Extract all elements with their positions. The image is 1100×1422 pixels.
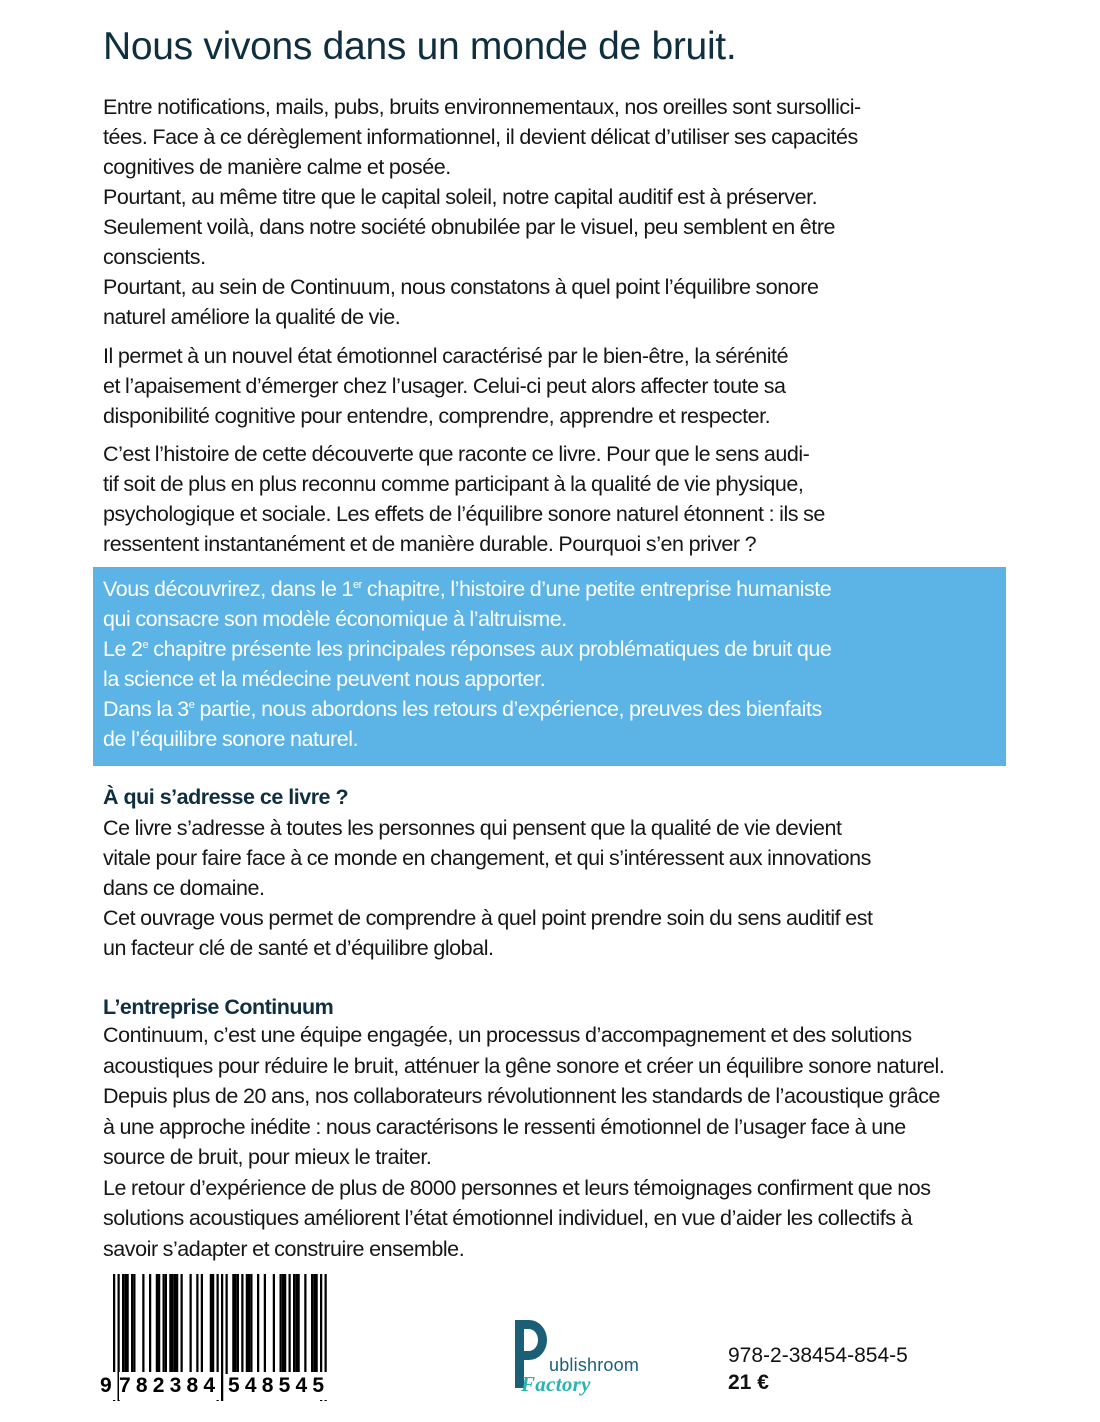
barcode-bar xyxy=(264,1274,266,1374)
chapters-text xyxy=(103,574,995,754)
barcode-bar xyxy=(293,1274,295,1374)
text-line: solutions acoustiques améliorent l’état émotionnel individuel, en vue d’aider les collectifs à xyxy=(103,1206,913,1230)
barcode-bar xyxy=(284,1274,286,1374)
text-line: et l’apaisement d’émerger chez l’usager. Celui-ci peut alors affecter toute sa xyxy=(103,374,786,398)
text-fragment: Le 2 xyxy=(103,637,143,661)
publisher-logo xyxy=(513,1318,663,1398)
text-fragment: partie, nous abordons les retours d’expérience, preuves des bienfaits xyxy=(194,697,822,721)
chapters-highlight-box xyxy=(93,567,1006,766)
text-line: C’est l’histoire de cette découverte que raconte ce livre. Pour que le sens audi- xyxy=(103,442,810,466)
barcode-bar xyxy=(190,1274,192,1374)
audience-heading: À qui s’adresse ce livre ? xyxy=(103,785,349,809)
ordinal-superscript: e xyxy=(188,699,195,711)
text-line: qui consacre son modèle économique à l’altruisme. xyxy=(103,607,567,631)
text-line: la science et la médecine peuvent nous apporter. xyxy=(103,667,546,691)
text-line: Entre notifications, mails, pubs, bruits environnementaux, nos oreilles sont sursollici- xyxy=(103,95,861,119)
barcode-bar xyxy=(165,1274,167,1374)
text-line: Pourtant, au même titre que le capital soleil, notre capital auditif est à préserver. xyxy=(103,185,818,209)
company-paragraph xyxy=(103,1020,993,1264)
barcode-bar xyxy=(273,1274,275,1374)
text-line: vitale pour faire face à ce monde en changement, et qui s’intéressent aux innovations xyxy=(103,846,871,870)
barcode-bar xyxy=(235,1274,237,1374)
logo-factory-text: Factory xyxy=(521,1372,591,1396)
barcode-bar xyxy=(298,1274,300,1374)
barcode-bar xyxy=(142,1274,144,1374)
barcode-bar xyxy=(156,1274,158,1374)
text-line: ressentent instantanément et de manière durable. Pourquoi s’en priver ? xyxy=(103,532,757,556)
barcode-bar xyxy=(196,1274,198,1374)
wellbeing-paragraph xyxy=(103,341,993,431)
text-line: dans ce domaine. xyxy=(103,876,265,900)
barcode-bar xyxy=(158,1274,160,1374)
audience-paragraph xyxy=(103,813,993,963)
barcode-bar xyxy=(169,1274,171,1374)
text-fragment: Dans la 3 xyxy=(103,697,189,721)
barcode-bar xyxy=(232,1274,234,1374)
barcode-bar xyxy=(133,1274,135,1374)
text-line: Pourtant, au sein de Continuum, nous constatons à quel point l’équilibre sonore xyxy=(103,275,819,299)
barcode-bar xyxy=(176,1274,178,1374)
text-line: disponibilité cognitive pour entendre, comprendre, apprendre et respecter. xyxy=(103,404,771,428)
barcode-bar xyxy=(280,1274,282,1374)
text-line: un facteur clé de santé et d’équilibre global. xyxy=(103,936,494,960)
barcode-bar xyxy=(131,1274,133,1374)
barcode-bar xyxy=(174,1274,176,1374)
barcode-bar xyxy=(241,1274,243,1374)
barcode-bar xyxy=(226,1274,228,1374)
text-line: Le retour d’expérience de plus de 8000 personnes et leurs témoignages confirment que nos xyxy=(103,1175,931,1200)
barcode-bar xyxy=(149,1274,151,1374)
price: 21 € xyxy=(728,1371,769,1394)
barcode-bar xyxy=(248,1274,250,1374)
barcode-bar xyxy=(289,1274,291,1374)
barcode-bar xyxy=(237,1274,239,1374)
text-line: Il permet à un nouvel état émotionnel caractérisé par le bien-être, la sérénité xyxy=(103,344,789,368)
text-line: acoustiques pour réduire le bruit, atténuer la gêne sonore et créer un équilibre sonore naturel. xyxy=(103,1053,945,1078)
text-line: de l’équilibre sonore naturel. xyxy=(103,727,359,751)
text-line: naturel améliore la qualité de vie. xyxy=(103,305,401,329)
barcode-bar xyxy=(181,1274,183,1374)
isbn-barcode xyxy=(100,1268,340,1403)
barcode-bar xyxy=(201,1274,203,1374)
barcode-bar xyxy=(250,1274,252,1374)
text-line: Ce livre s’adresse à toutes les personnes qui pensent que la qualité de vie devient xyxy=(103,816,842,840)
text-line: tif soit de plus en plus reconnu comme participant à la qualité de vie physique, xyxy=(103,472,804,496)
barcode-bar xyxy=(172,1274,174,1374)
barcode-bar xyxy=(124,1274,126,1374)
barcode-bar xyxy=(210,1274,212,1374)
text-line: source de bruit, pour mieux le traiter. xyxy=(103,1145,432,1169)
text-line: Depuis plus de 20 ans, nos collaborateurs révolutionnent les standards de l’acoustique grâce xyxy=(103,1084,941,1108)
barcode-bar xyxy=(127,1274,129,1374)
barcode-left-group: 782384 xyxy=(119,1372,220,1400)
company-heading: L’entreprise Continuum xyxy=(103,995,334,1019)
barcode-first-digit: 9 xyxy=(100,1372,117,1400)
barcode-bar xyxy=(316,1274,318,1374)
text-line xyxy=(103,694,995,724)
ordinal-superscript: e xyxy=(142,639,149,651)
barcode-bar xyxy=(212,1274,214,1374)
barcode-bar xyxy=(311,1274,313,1374)
text-fragment: Vous découvrirez, dans le 1 xyxy=(103,577,353,601)
story-paragraph xyxy=(103,439,993,559)
text-line xyxy=(103,634,995,664)
text-line: psychologique et sociale. Les effets de l’équilibre sonore naturel étonnent : ils se xyxy=(103,502,825,526)
barcode-bar xyxy=(163,1274,165,1374)
text-line: conscients. xyxy=(103,245,206,269)
barcode-bar xyxy=(295,1274,297,1374)
barcode-digits xyxy=(100,1372,340,1402)
text-line: à une approche inédite : nous caractérisons le ressenti émotionnel de l’usager face à une xyxy=(103,1114,906,1139)
page-title: Nous vivons dans un monde de bruit. xyxy=(103,25,737,68)
barcode-bar xyxy=(282,1274,284,1374)
text-line: Cet ouvrage vous permet de comprendre à quel point prendre soin du sens auditif est xyxy=(103,906,873,930)
text-fragment: chapitre, l’histoire d’une petite entreprise humaniste xyxy=(361,577,832,601)
barcode-bar xyxy=(257,1274,259,1374)
barcode-right-group: 548545 xyxy=(228,1372,329,1400)
text-line: Seulement voilà, dans notre société obnubilée par le visuel, peu semblent en être xyxy=(103,215,836,239)
text-line: savoir s’adapter et construire ensemble. xyxy=(103,1236,465,1261)
intro-paragraph xyxy=(103,92,993,332)
text-line: Continuum, c’est une équipe engagée, un processus d’accompagnement et des solutions xyxy=(103,1023,912,1047)
barcode-bar xyxy=(246,1274,248,1374)
logo-wordmark: ublishroom xyxy=(549,1355,640,1375)
text-fragment: chapitre présente les principales réponses aux problématiques de bruit que xyxy=(148,637,832,661)
ordinal-superscript: er xyxy=(352,579,362,591)
text-line: cognitives de manière calme et posée. xyxy=(103,155,451,179)
barcode-bar xyxy=(313,1274,315,1374)
barcode-bar xyxy=(122,1274,124,1374)
isbn-number: 978-2-38454-854-5 xyxy=(728,1344,908,1367)
text-line: tées. Face à ce dérèglement informationnel, il devient délicat d’utiliser ses capacités xyxy=(103,125,858,149)
barcode-bar xyxy=(304,1274,306,1374)
text-line xyxy=(103,574,995,604)
